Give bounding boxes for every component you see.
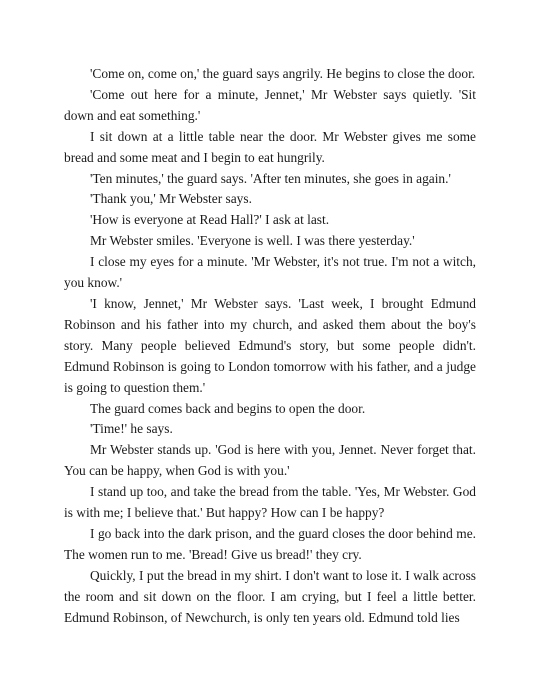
page-body	[64, 64, 476, 628]
paragraph: I close my eyes for a minute. 'Mr Webster, it's not true. I'm not a witch, you know.'	[64, 254, 476, 291]
paragraph: The guard comes back and begins to open the door.	[90, 400, 366, 416]
paragraph: Quickly, I put the bread in my shirt. I don't want to lose it. I walk across the room and sit down on the floor. I am crying, but I feel a little better. Edmund Robinson, of Newchurch, is only ten years old. Edmund told lies	[64, 567, 476, 625]
paragraph: Mr Webster smiles. 'Everyone is well. I was there yesterday.'	[90, 233, 415, 249]
paragraph: 'Come out here for a minute, Jennet,' Mr Webster says quietly. 'Sit down and eat something.'	[64, 86, 476, 123]
paragraph: I go back into the dark prison, and the guard closes the door behind me. The women run to me. 'Bread! Give us bread!' they cry.	[64, 525, 476, 562]
paragraph: 'Ten minutes,' the guard says. 'After ten minutes, she goes in again.'	[90, 170, 451, 186]
paragraph: Mr Webster stands up. 'God is here with you, Jennet. Never forget that. You can be happy, when God is with you.'	[64, 442, 476, 479]
paragraph: 'I know, Jennet,' Mr Webster says. 'Last week, I brought Edmund Robinson and his father into my church, and asked them about the boy's story. Many people believed Edmund's story, but some people didn't. Edmund Robinson is going to London tomorrow with his father, and a judge is going to question them.'	[64, 295, 476, 395]
paragraph: I sit down at a little table near the door. Mr Webster gives me some bread and some meat and I begin to eat hungrily.	[64, 128, 476, 165]
paragraph: 'Come on, come on,' the guard says angrily. He begins to close the door.	[90, 66, 476, 81]
paragraph: 'How is everyone at Read Hall?' I ask at last.	[90, 212, 330, 228]
paragraph: 'Thank you,' Mr Webster says.	[90, 191, 252, 207]
paragraph: I stand up too, and take the bread from the table. 'Yes, Mr Webster. God is with me; I believe that.' But happy? How can I be happy?	[64, 484, 476, 521]
paragraph: 'Time!' he says.	[90, 421, 173, 437]
